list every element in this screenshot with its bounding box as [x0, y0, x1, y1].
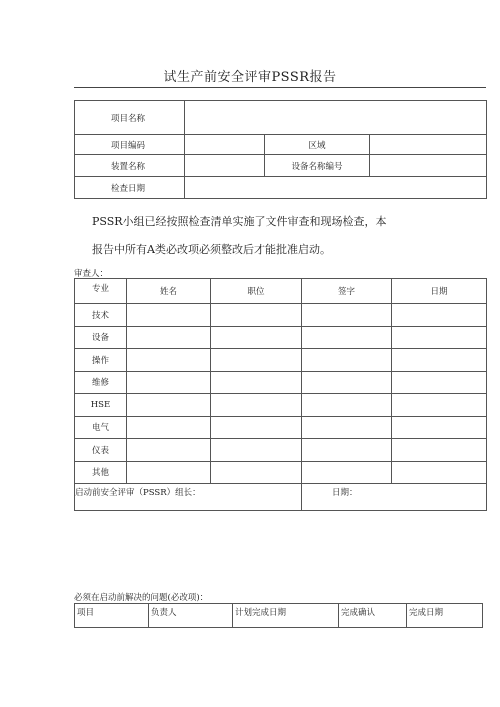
issues-label: 必须在启动前解决的问题(必改项)：: [74, 593, 209, 603]
area-value[interactable]: [370, 135, 487, 155]
date-cell[interactable]: [392, 394, 487, 417]
name-cell[interactable]: [127, 371, 211, 394]
signature-cell[interactable]: [302, 416, 392, 439]
signature-cell[interactable]: [302, 326, 392, 349]
signature-cell[interactable]: [302, 461, 392, 484]
issues-table: [74, 603, 483, 628]
date-cell[interactable]: [392, 349, 487, 372]
reviewers-label: 审查人：: [74, 269, 109, 279]
issues-header-planned-date: 计划完成日期: [233, 604, 339, 628]
position-cell[interactable]: [211, 416, 302, 439]
name-cell[interactable]: [127, 416, 211, 439]
issues-header-owner: 负责人: [149, 604, 233, 628]
inspection-date-label: 检查日期: [75, 177, 185, 199]
header-name: 姓名: [127, 279, 211, 304]
discipline-label: 电气: [75, 416, 127, 439]
page-title: 试生产前安全评审PSSR报告: [163, 70, 337, 85]
position-cell[interactable]: [211, 371, 302, 394]
reviewers-header-row: [75, 279, 487, 304]
name-cell[interactable]: [127, 461, 211, 484]
header-signature: 签字: [302, 279, 392, 304]
table-row: [75, 304, 487, 327]
discipline-label: 设备: [75, 326, 127, 349]
date-cell[interactable]: [392, 304, 487, 327]
issues-header-item: 项目: [75, 604, 149, 628]
header-discipline: 专业: [75, 279, 127, 304]
project-code-label: 项目编码: [75, 135, 185, 155]
name-cell[interactable]: [127, 439, 211, 462]
date-cell[interactable]: [392, 439, 487, 462]
date-cell[interactable]: [392, 461, 487, 484]
table-row: [75, 394, 487, 417]
project-code-value[interactable]: [185, 135, 265, 155]
name-cell[interactable]: [127, 394, 211, 417]
leader-date-label: 日期：: [302, 484, 487, 511]
area-label: 区域: [265, 135, 370, 155]
signature-cell[interactable]: [302, 394, 392, 417]
reviewers-table: [74, 278, 487, 511]
discipline-label: 操作: [75, 349, 127, 372]
discipline-label: 仪表: [75, 439, 127, 462]
device-name-value[interactable]: [185, 155, 265, 177]
position-cell[interactable]: [211, 461, 302, 484]
signature-cell[interactable]: [302, 349, 392, 372]
table-row: [75, 349, 487, 372]
table-row: [75, 439, 487, 462]
issues-header-complete-date: 完成日期: [407, 604, 483, 628]
discipline-label: HSE: [75, 394, 127, 417]
project-name-value[interactable]: [185, 101, 487, 135]
equipment-code-label: 设备名称编号: [265, 155, 370, 177]
title-divider: [74, 87, 486, 88]
date-cell[interactable]: [392, 416, 487, 439]
issues-header-confirm: 完成确认: [339, 604, 407, 628]
device-name-label: 装置名称: [75, 155, 185, 177]
name-cell[interactable]: [127, 349, 211, 372]
discipline-label: 维修: [75, 371, 127, 394]
signature-cell[interactable]: [302, 439, 392, 462]
signature-cell[interactable]: [302, 304, 392, 327]
table-row: [75, 416, 487, 439]
date-cell[interactable]: [392, 371, 487, 394]
date-cell[interactable]: [392, 326, 487, 349]
project-info-table: [74, 100, 487, 199]
position-cell[interactable]: [211, 304, 302, 327]
discipline-label: 技术: [75, 304, 127, 327]
name-cell[interactable]: [127, 326, 211, 349]
header-date: 日期: [392, 279, 487, 304]
table-row: [75, 461, 487, 484]
discipline-label: 其他: [75, 461, 127, 484]
position-cell[interactable]: [211, 349, 302, 372]
position-cell[interactable]: [211, 439, 302, 462]
header-position: 职位: [211, 279, 302, 304]
table-row: [75, 326, 487, 349]
position-cell[interactable]: [211, 394, 302, 417]
table-row: [75, 371, 487, 394]
issues-header-row: [75, 604, 483, 628]
statement-line-2: 报告中所有A类必改项必须整改后才能批准启动。: [92, 243, 331, 256]
leader-label: 启动前安全评审（PSSR）组长：: [75, 484, 302, 511]
signature-cell[interactable]: [302, 371, 392, 394]
inspection-date-value[interactable]: [185, 177, 487, 199]
project-name-label: 项目名称: [75, 101, 185, 135]
statement-line-1: PSSR小组已经按照检查清单实施了文件审查和现场检查，本: [92, 215, 387, 228]
name-cell[interactable]: [127, 304, 211, 327]
leader-row: [75, 484, 487, 511]
position-cell[interactable]: [211, 326, 302, 349]
equipment-code-value[interactable]: [370, 155, 487, 177]
